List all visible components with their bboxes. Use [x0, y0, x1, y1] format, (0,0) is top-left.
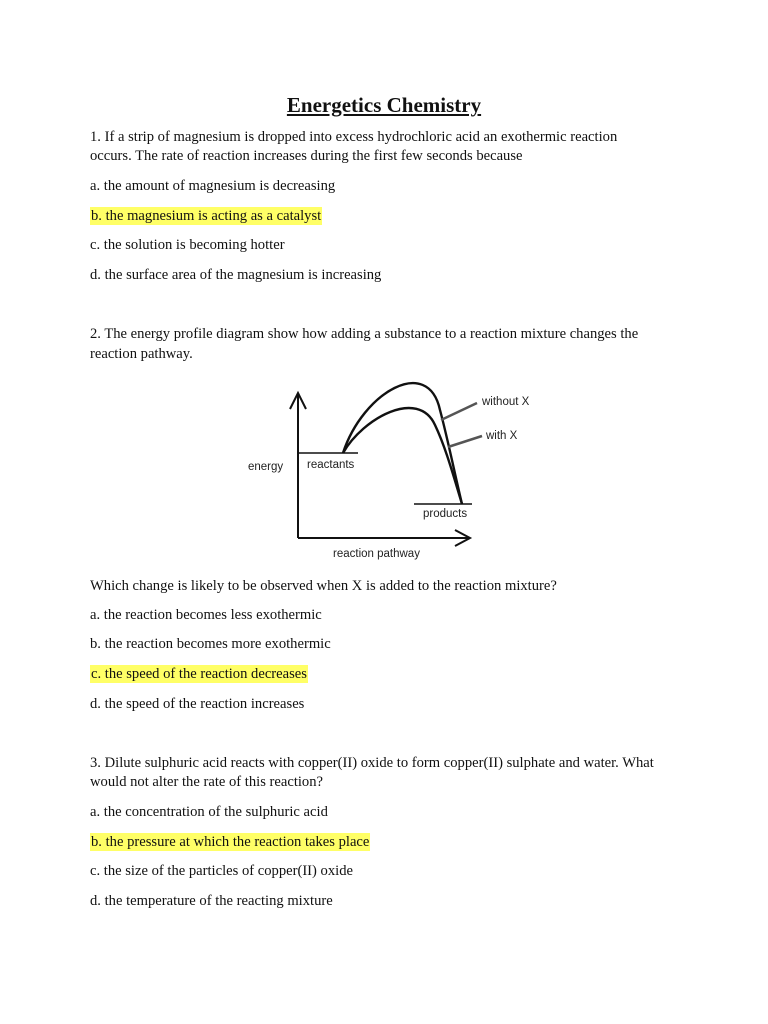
page-title: Energetics Chemistry — [286, 93, 482, 117]
x-axis-arrow — [455, 530, 470, 546]
question-1-stem-line1: 1. If a strip of magnesium is dropped into excess hydrochloric acid an exothermic reaction — [90, 129, 618, 145]
pointer-with-x — [448, 436, 482, 447]
question-2-stem-line1: 2. The energy profile diagram show how adding a substance to a reaction mixture changes the — [90, 326, 639, 342]
highlighted-answer: b. the pressure at which the reaction takes place — [91, 834, 370, 850]
question-1-option-c[interactable]: c. the solution is becoming hotter — [90, 237, 285, 253]
label-without-x: without X — [482, 396, 530, 408]
question-3-option-c[interactable]: c. the size of the particles of copper(II) oxide — [90, 863, 353, 879]
curve-with-x — [343, 408, 462, 504]
question-1-option-a[interactable]: a. the amount of magnesium is decreasing — [90, 178, 336, 194]
highlighted-answer: b. the magnesium is acting as a catalyst — [91, 208, 322, 224]
question-2-stem-line2: reaction pathway. — [90, 346, 193, 362]
question-1-stem-line2: occurs. The rate of reaction increases during the first few seconds because — [90, 148, 523, 164]
question-3-option-b[interactable] — [90, 833, 370, 852]
x-axis-label: reaction pathway — [333, 548, 420, 560]
question-1-option-b[interactable] — [90, 207, 322, 226]
question-2-option-d[interactable]: d. the speed of the reaction increases — [90, 696, 305, 712]
question-3-stem-line1: 3. Dilute sulphuric acid reacts with copper(II) oxide to form copper(II) sulphate and water. What — [90, 755, 654, 771]
question-1-option-d[interactable]: d. the surface area of the magnesium is increasing — [90, 267, 382, 283]
question-3-option-a[interactable]: a. the concentration of the sulphuric acid — [90, 804, 328, 820]
pointer-without-x — [441, 403, 477, 420]
question-2-option-c[interactable] — [90, 665, 308, 684]
products-label: products — [423, 508, 468, 520]
question-2-followup: Which change is likely to be observed when X is added to the reaction mixture? — [90, 578, 557, 594]
question-2-option-a[interactable]: a. the reaction becomes less exothermic — [90, 607, 322, 623]
question-3-stem-line2: would not alter the rate of this reaction? — [90, 774, 324, 790]
label-with-x: with X — [486, 430, 518, 442]
question-2-option-b[interactable]: b. the reaction becomes more exothermic — [90, 636, 331, 652]
curve-without-x — [343, 383, 462, 504]
reactants-label: reactants — [307, 459, 355, 471]
question-3-option-d[interactable]: d. the temperature of the reacting mixture — [90, 893, 333, 909]
y-axis-label: energy — [248, 461, 284, 473]
y-axis-arrow — [290, 393, 306, 409]
highlighted-answer: c. the speed of the reaction decreases — [91, 666, 307, 682]
